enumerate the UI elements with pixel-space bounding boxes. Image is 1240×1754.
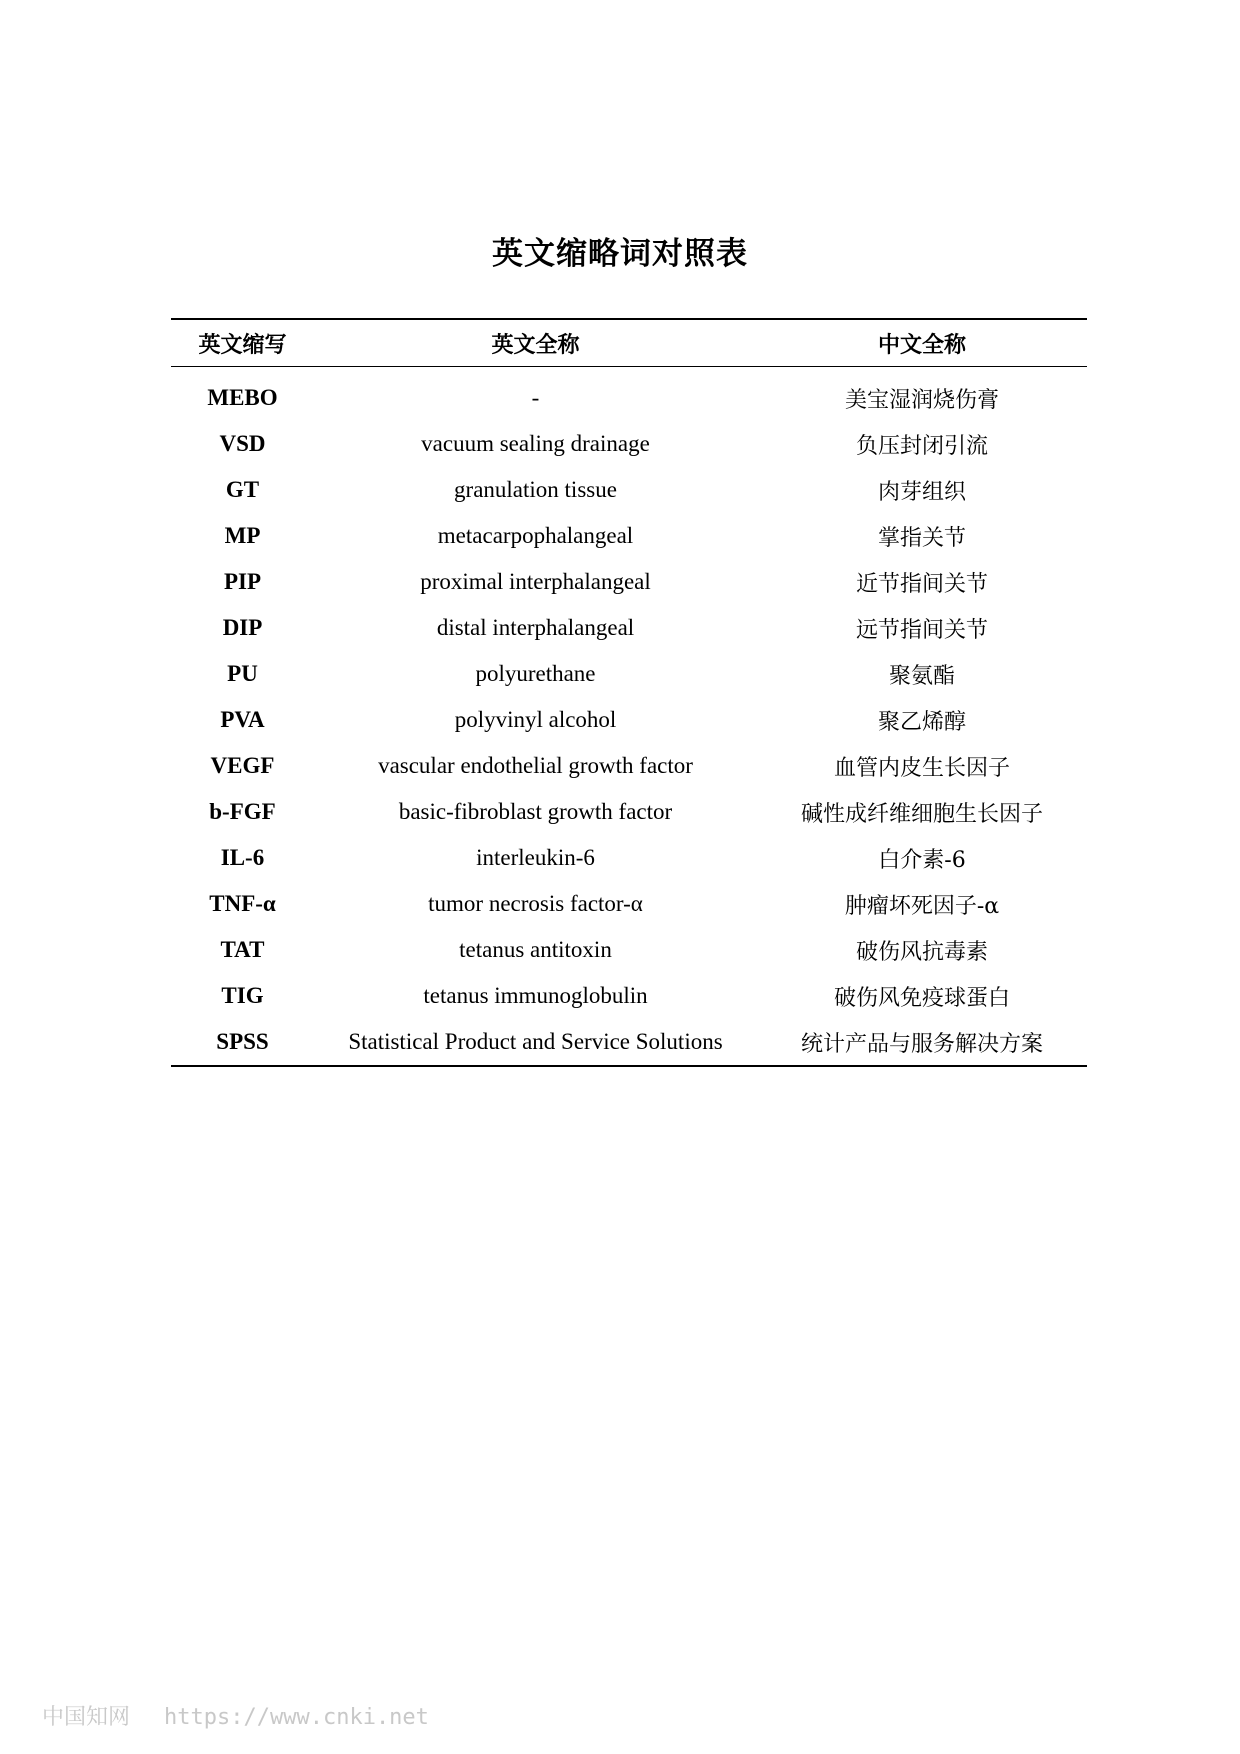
chinese-name-cell: 肿瘤坏死因子-α xyxy=(844,893,1000,919)
english-name-cell: interleukin-6 xyxy=(476,845,595,870)
table-header-row xyxy=(171,319,1087,367)
table-row xyxy=(171,605,1087,651)
chinese-name-cell: 掌指关节 xyxy=(877,525,966,551)
table-row xyxy=(171,743,1087,789)
table-row xyxy=(171,789,1087,835)
english-name-cell: distal interphalangeal xyxy=(436,615,635,640)
chinese-name-cell: 血管内皮生长因子 xyxy=(833,755,1010,781)
table-row xyxy=(171,973,1087,1019)
cnki-watermark xyxy=(42,1700,429,1731)
english-name-cell: basic-fibroblast growth factor xyxy=(398,799,673,824)
english-name-cell: polyvinyl alcohol xyxy=(454,707,617,732)
chinese-name-cell: 统计产品与服务解决方案 xyxy=(800,1031,1043,1057)
table-row xyxy=(171,881,1087,927)
table-row xyxy=(171,559,1087,605)
abbreviation-cell: SPSS xyxy=(216,1029,269,1054)
abbreviation-cell: PIP xyxy=(223,569,262,594)
chinese-name-cell: 破伤风免疫球蛋白 xyxy=(833,985,1010,1011)
table-row xyxy=(171,367,1087,422)
header-english-full-name: 英文全称 xyxy=(491,332,580,358)
table-row xyxy=(171,513,1087,559)
abbreviation-cell: TIG xyxy=(221,983,264,1008)
english-name-cell: metacarpophalangeal xyxy=(437,523,634,548)
table-row xyxy=(171,927,1087,973)
watermark-site-name: 中国知网 xyxy=(42,1705,131,1730)
abbreviation-cell: PVA xyxy=(220,707,265,732)
abbreviation-cell: GT xyxy=(225,477,260,502)
page-title: 英文缩略词对照表 xyxy=(492,236,748,272)
english-name-cell: vascular endothelial growth factor xyxy=(378,753,693,778)
english-name-cell: granulation tissue xyxy=(454,477,617,502)
english-name-cell: vacuum sealing drainage xyxy=(421,431,650,456)
chinese-name-cell: 白介素-6 xyxy=(878,847,966,873)
chinese-name-cell: 聚氨酯 xyxy=(888,663,955,689)
chinese-name-cell: 负压封闭引流 xyxy=(855,433,988,459)
abbreviation-cell: MEBO xyxy=(207,385,278,410)
abbreviation-cell: DIP xyxy=(222,615,263,640)
abbreviation-cell: TNF-α xyxy=(209,891,276,916)
abbreviation-cell: IL-6 xyxy=(220,845,265,870)
english-name-cell: polyurethane xyxy=(475,661,596,686)
chinese-name-cell: 破伤风抗毒素 xyxy=(855,939,988,965)
watermark-url: https://www.cnki.net xyxy=(164,1705,429,1730)
header-chinese-full-name: 中文全称 xyxy=(877,332,966,358)
chinese-name-cell: 肉芽组织 xyxy=(877,479,966,505)
english-name-cell: proximal interphalangeal xyxy=(420,569,651,594)
table-row xyxy=(171,835,1087,881)
abbreviation-table xyxy=(171,318,1087,1067)
english-name-cell: tetanus immunoglobulin xyxy=(423,983,648,1008)
abbreviation-cell: VEGF xyxy=(210,753,275,778)
abbreviation-cell: b-FGF xyxy=(209,799,276,824)
table-row xyxy=(171,467,1087,513)
english-name-cell: tetanus antitoxin xyxy=(459,937,612,962)
chinese-name-cell: 碱性成纤维细胞生长因子 xyxy=(800,801,1043,827)
chinese-name-cell: 远节指间关节 xyxy=(855,617,988,643)
abbreviation-cell: VSD xyxy=(219,431,266,456)
chinese-name-cell: 美宝湿润烧伤膏 xyxy=(844,387,999,413)
table-row xyxy=(171,651,1087,697)
english-name-cell: tumor necrosis factor-α xyxy=(428,891,643,916)
table-row xyxy=(171,697,1087,743)
header-abbreviation: 英文缩写 xyxy=(198,332,287,358)
english-name-cell: - xyxy=(531,385,540,410)
chinese-name-cell: 近节指间关节 xyxy=(855,571,988,597)
abbreviation-cell: PU xyxy=(227,661,258,686)
table-row xyxy=(171,421,1087,467)
abbreviation-cell: TAT xyxy=(220,937,265,962)
abbreviation-cell: MP xyxy=(224,523,261,548)
table-row xyxy=(171,1019,1087,1066)
english-name-cell: Statistical Product and Service Solutions xyxy=(348,1029,723,1054)
chinese-name-cell: 聚乙烯醇 xyxy=(877,709,966,735)
